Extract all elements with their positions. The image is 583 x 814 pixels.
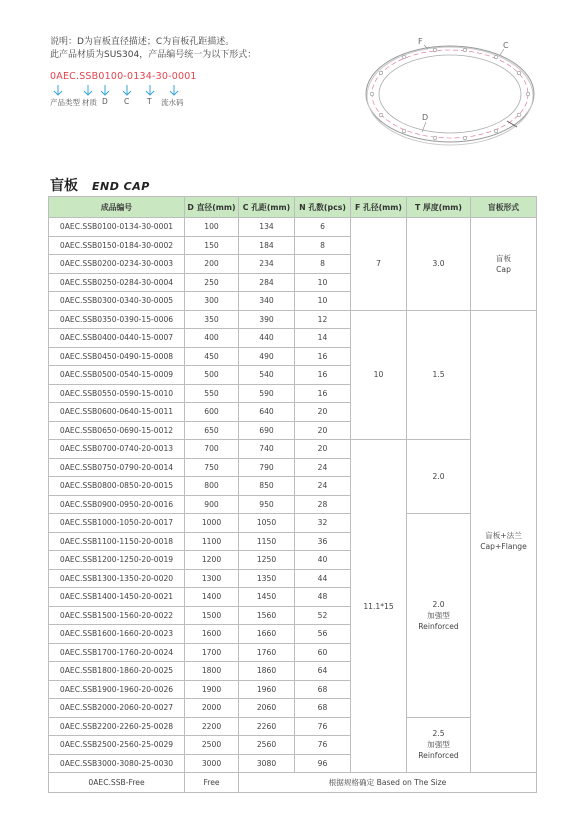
product-code-cell: 0AEC.SSB1600-1660-20-0023 <box>49 625 185 644</box>
legend-t: T <box>147 97 152 106</box>
diameter-cell: 250 <box>185 273 239 292</box>
thickness-cell <box>407 440 471 514</box>
hole-pitch-cell: 390 <box>239 310 295 329</box>
spec-table-body <box>49 218 537 793</box>
hole-pitch-cell: 690 <box>239 421 295 440</box>
diameter-cell: 2200 <box>185 717 239 736</box>
table-row <box>49 717 537 736</box>
hole-pitch-cell: 1450 <box>239 588 295 607</box>
cap-form-cell-line: Cap <box>496 264 511 274</box>
code-example: 0AEC.SSB0100-0134-30-0001 <box>50 71 197 82</box>
hole-pitch-cell: 790 <box>239 458 295 477</box>
spec-table <box>48 196 537 793</box>
hole-count-cell: 6 <box>295 218 351 237</box>
table-row <box>49 218 537 237</box>
thickness-cell-line: 3.0 <box>432 259 445 269</box>
free-size-row <box>49 773 537 793</box>
product-code-cell: 0AEC.SSB2000-2060-20-0027 <box>49 699 185 718</box>
diameter-cell: 100 <box>185 218 239 237</box>
section-title-cn: 盲板 <box>50 178 78 194</box>
diameter-cell: Free <box>185 773 239 793</box>
product-code-cell: 0AEC.SSB1400-1450-20-0021 <box>49 588 185 607</box>
product-code-cell: 0AEC.SSB1300-1350-20-0020 <box>49 569 185 588</box>
hole-pitch-cell: 284 <box>239 273 295 292</box>
thickness-cell-line: 加强型 <box>427 740 450 750</box>
hole-count-cell: 10 <box>295 273 351 292</box>
product-code-cell: 0AEC.SSB0200-0234-30-0003 <box>49 255 185 274</box>
legend-d: D <box>102 97 108 106</box>
thickness-cell-line: 加强型 <box>427 610 450 620</box>
diameter-cell: 2000 <box>185 699 239 718</box>
hole-diameter-cell: 7 <box>351 218 407 311</box>
hole-count-cell: 48 <box>295 588 351 607</box>
diameter-cell: 600 <box>185 403 239 422</box>
hole-count-cell: 96 <box>295 754 351 773</box>
diameter-cell: 1500 <box>185 606 239 625</box>
diameter-cell: 200 <box>185 255 239 274</box>
intro-line-1: 说明：D为盲板直径描述；C为盲板孔距描述。 <box>50 37 235 47</box>
product-code-cell: 0AEC.SSB-Free <box>49 773 185 793</box>
thickness-cell <box>407 717 471 773</box>
legend-serial: 流水码 <box>161 98 184 107</box>
free-size-note-cell: 根据规格确定 Based on The Size <box>239 773 537 793</box>
diameter-cell: 1900 <box>185 680 239 699</box>
section-title-en: END CAP <box>92 180 150 193</box>
product-code-cell: 0AEC.SSB0650-0690-15-0012 <box>49 421 185 440</box>
diameter-cell: 900 <box>185 495 239 514</box>
table-row <box>49 440 537 459</box>
code-arrows <box>50 84 200 98</box>
product-code-cell: 0AEC.SSB2200-2260-25-0028 <box>49 717 185 736</box>
hole-count-cell: 56 <box>295 625 351 644</box>
product-code-cell: 0AEC.SSB1700-1760-20-0024 <box>49 643 185 662</box>
hole-diameter-cell: 11.1*15 <box>351 440 407 773</box>
hole-pitch-cell: 850 <box>239 477 295 496</box>
hole-count-cell: 20 <box>295 421 351 440</box>
diameter-cell: 2500 <box>185 736 239 755</box>
thickness-cell-line: 2.0 <box>432 599 445 609</box>
hole-pitch-cell: 540 <box>239 366 295 385</box>
hole-count-cell: 40 <box>295 551 351 570</box>
hole-pitch-cell: 184 <box>239 236 295 255</box>
table-row <box>49 310 537 329</box>
hole-pitch-cell: 740 <box>239 440 295 459</box>
diameter-cell: 1200 <box>185 551 239 570</box>
label-c: C <box>503 41 509 50</box>
product-code-cell: 0AEC.SSB0450-0490-15-0008 <box>49 347 185 366</box>
intro-line-2: 此产品材质为SUS304，产品编号统一为以下形式： <box>50 50 257 60</box>
hole-count-cell: 24 <box>295 477 351 496</box>
thickness-cell-line: 2.0 <box>432 472 445 481</box>
label-f: F <box>418 37 423 46</box>
diameter-cell: 650 <box>185 421 239 440</box>
product-code-cell: 0AEC.SSB0150-0184-30-0002 <box>49 236 185 255</box>
thickness-cell-line: 2.5 <box>432 729 445 739</box>
hole-count-cell: 52 <box>295 606 351 625</box>
diameter-cell: 700 <box>185 440 239 459</box>
product-code-cell: 0AEC.SSB0750-0790-20-0014 <box>49 458 185 477</box>
hole-count-cell: 16 <box>295 347 351 366</box>
product-code-cell: 0AEC.SSB0350-0390-15-0006 <box>49 310 185 329</box>
hole-count-cell: 28 <box>295 495 351 514</box>
product-code-cell: 0AEC.SSB0900-0950-20-0016 <box>49 495 185 514</box>
end-cap-drawing <box>362 36 538 152</box>
hole-count-cell: 44 <box>295 569 351 588</box>
hole-pitch-cell: 950 <box>239 495 295 514</box>
hole-pitch-cell: 1660 <box>239 625 295 644</box>
thickness-cell <box>407 514 471 718</box>
header-form: 盲板形式 <box>471 197 537 218</box>
thickness-cell <box>407 218 471 311</box>
hole-pitch-cell: 3080 <box>239 754 295 773</box>
hole-count-cell: 14 <box>295 329 351 348</box>
hole-pitch-cell: 1860 <box>239 662 295 681</box>
product-code-cell: 0AEC.SSB0300-0340-30-0005 <box>49 292 185 311</box>
product-code-cell: 0AEC.SSB1900-1960-20-0026 <box>49 680 185 699</box>
diameter-cell: 1100 <box>185 532 239 551</box>
product-code-cell: 0AEC.SSB0600-0640-15-0011 <box>49 403 185 422</box>
diameter-cell: 800 <box>185 477 239 496</box>
diameter-cell: 1000 <box>185 514 239 533</box>
diameter-cell: 450 <box>185 347 239 366</box>
diameter-cell: 150 <box>185 236 239 255</box>
hole-pitch-cell: 490 <box>239 347 295 366</box>
hole-count-cell: 76 <box>295 717 351 736</box>
hole-count-cell: 16 <box>295 366 351 385</box>
hole-count-cell: 24 <box>295 458 351 477</box>
hole-diameter-cell: 10 <box>351 310 407 440</box>
hole-count-cell: 64 <box>295 662 351 681</box>
hole-pitch-cell: 134 <box>239 218 295 237</box>
cap-form-cell <box>471 310 537 773</box>
product-code-cell: 0AEC.SSB1000-1050-20-0017 <box>49 514 185 533</box>
hole-count-cell: 32 <box>295 514 351 533</box>
hole-pitch-cell: 1050 <box>239 514 295 533</box>
legend-product-type: 产品类型 <box>50 98 80 107</box>
hole-count-cell: 20 <box>295 403 351 422</box>
hole-count-cell: 8 <box>295 236 351 255</box>
hole-pitch-cell: 234 <box>239 255 295 274</box>
diameter-cell: 750 <box>185 458 239 477</box>
table-row <box>49 514 537 533</box>
hole-pitch-cell: 1350 <box>239 569 295 588</box>
spec-table-header <box>49 197 537 218</box>
product-code-cell: 0AEC.SSB0800-0850-20-0015 <box>49 477 185 496</box>
diameter-cell: 1400 <box>185 588 239 607</box>
diameter-cell: 1800 <box>185 662 239 681</box>
hole-pitch-cell: 340 <box>239 292 295 311</box>
product-code-cell: 0AEC.SSB2500-2560-25-0029 <box>49 736 185 755</box>
hole-count-cell: 68 <box>295 680 351 699</box>
diameter-cell: 1300 <box>185 569 239 588</box>
product-code-cell: 0AEC.SSB0500-0540-15-0009 <box>49 366 185 385</box>
thickness-cell-line: Reinforced <box>418 751 459 761</box>
legend-material: 材质 <box>82 98 97 107</box>
hole-count-cell: 36 <box>295 532 351 551</box>
product-code-cell: 0AEC.SSB0400-0440-15-0007 <box>49 329 185 348</box>
thickness-cell-line: 1.5 <box>432 370 445 380</box>
diameter-cell: 3000 <box>185 754 239 773</box>
diameter-cell: 1600 <box>185 625 239 644</box>
product-code-cell: 0AEC.SSB0100-0134-30-0001 <box>49 218 185 237</box>
hole-pitch-cell: 1150 <box>239 532 295 551</box>
hole-count-cell: 68 <box>295 699 351 718</box>
hole-count-cell: 20 <box>295 440 351 459</box>
product-code-cell: 0AEC.SSB1200-1250-20-0019 <box>49 551 185 570</box>
product-code-cell: 0AEC.SSB1500-1560-20-0022 <box>49 606 185 625</box>
hole-pitch-cell: 2060 <box>239 699 295 718</box>
hole-count-cell: 16 <box>295 384 351 403</box>
product-code-cell: 0AEC.SSB1100-1150-20-0018 <box>49 532 185 551</box>
header-code: 成品编号 <box>49 197 185 218</box>
hole-pitch-cell: 2260 <box>239 717 295 736</box>
hole-count-cell: 12 <box>295 310 351 329</box>
cap-form-cell-line: 盲板+法兰 <box>485 531 522 541</box>
hole-count-cell: 76 <box>295 736 351 755</box>
diameter-cell: 500 <box>185 366 239 385</box>
cap-form-cell-line: 盲板 <box>495 253 512 263</box>
thickness-cell-line: Reinforced <box>418 621 459 631</box>
diameter-cell: 350 <box>185 310 239 329</box>
diameter-cell: 1700 <box>185 643 239 662</box>
hole-pitch-cell: 1960 <box>239 680 295 699</box>
cap-form-cell <box>471 218 537 311</box>
header-f: F 孔径(mm) <box>351 197 407 218</box>
hole-pitch-cell: 1250 <box>239 551 295 570</box>
intro-text <box>50 36 256 62</box>
legend-c: C <box>124 97 130 106</box>
thickness-cell <box>407 310 471 440</box>
product-code-cell: 0AEC.SSB0700-0740-20-0013 <box>49 440 185 459</box>
diameter-cell: 550 <box>185 384 239 403</box>
hole-count-cell: 10 <box>295 292 351 311</box>
hole-count-cell: 60 <box>295 643 351 662</box>
header-c: C 孔距(mm) <box>239 197 295 218</box>
header-t: T 厚度(mm) <box>407 197 471 218</box>
product-code-cell: 0AEC.SSB3000-3080-25-0030 <box>49 754 185 773</box>
product-code-cell: 0AEC.SSB0550-0590-15-0010 <box>49 384 185 403</box>
hole-pitch-cell: 1560 <box>239 606 295 625</box>
header-d: D 直径(mm) <box>185 197 239 218</box>
diameter-cell: 300 <box>185 292 239 311</box>
header-n: N 孔数(pcs) <box>295 197 351 218</box>
hole-pitch-cell: 2560 <box>239 736 295 755</box>
hole-pitch-cell: 440 <box>239 329 295 348</box>
cap-form-cell-line: Cap+Flange <box>480 542 527 552</box>
section-title <box>50 175 150 195</box>
diameter-cell: 400 <box>185 329 239 348</box>
label-d: D <box>422 113 429 122</box>
product-code-cell: 0AEC.SSB1800-1860-20-0025 <box>49 662 185 681</box>
hole-pitch-cell: 640 <box>239 403 295 422</box>
hole-pitch-cell: 1760 <box>239 643 295 662</box>
hole-count-cell: 8 <box>295 255 351 274</box>
product-code-cell: 0AEC.SSB0250-0284-30-0004 <box>49 273 185 292</box>
hole-pitch-cell: 590 <box>239 384 295 403</box>
